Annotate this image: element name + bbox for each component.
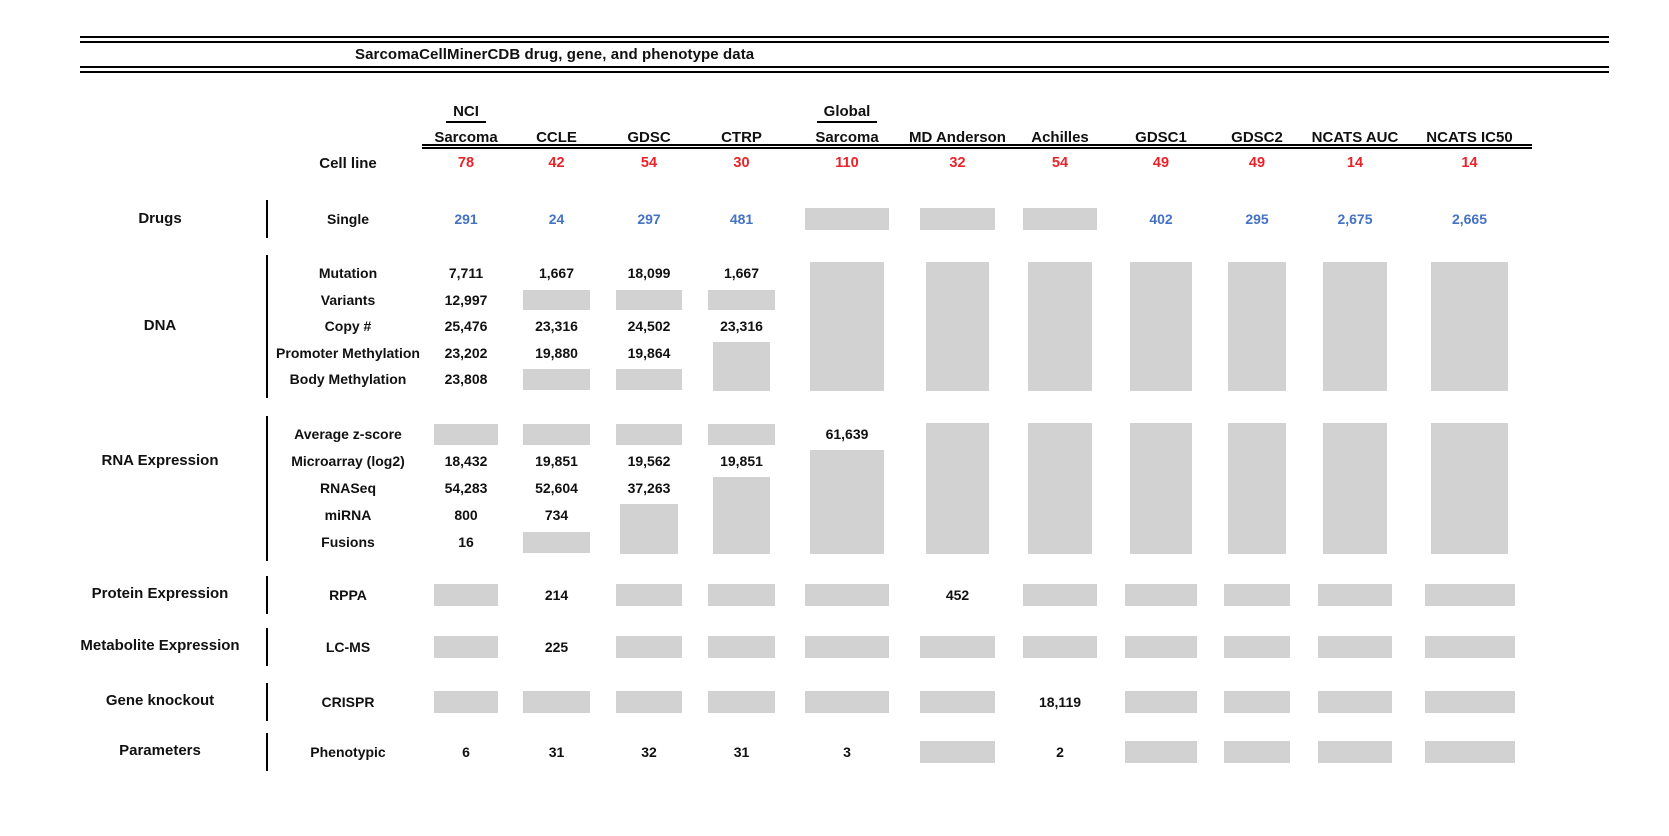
category-divider [266,200,268,238]
data-matrix [60,97,1609,766]
no-data-box [1425,691,1515,713]
category-divider [266,255,268,398]
no-data-box [523,424,590,445]
no-data-box [616,691,682,713]
value-cell: 225 [544,638,569,655]
no-data-box [1130,423,1192,554]
value-cell: 19,562 [627,453,671,469]
cell-line-count: 78 [457,155,475,171]
no-data-box [1323,262,1387,391]
no-data-box [1023,636,1096,658]
column-header-top-label: NCI [446,103,486,123]
value-cell: 18,099 [627,265,671,282]
row-label: Phenotypic [310,743,386,760]
category-divider [266,576,268,614]
value-cell: 1,667 [723,265,760,282]
cell-line-count: 49 [1248,155,1266,171]
value-cell: 19,864 [627,344,671,361]
no-data-box [1224,741,1290,763]
no-data-box [805,584,890,606]
no-data-box [616,584,682,606]
figure-title: SarcomaCellMinerCDB drug, gene, and phenotype data [355,46,755,63]
category-divider [266,733,268,771]
row-label: Variants [320,291,376,308]
value-cell: 12,997 [444,291,488,308]
no-data-box [713,342,771,391]
no-data-box [1228,423,1285,554]
category-label-metabolite: Metabolite Expression [80,637,240,655]
row-label: Promoter Methylation [276,344,420,361]
no-data-box [805,636,890,658]
figure [60,36,1609,766]
value-cell: 24 [548,211,565,227]
no-data-box [1318,691,1393,713]
no-data-box [1318,584,1393,606]
no-data-box [523,290,590,311]
value-cell: 37,263 [627,480,671,496]
value-cell: 452 [945,586,970,603]
value-cell: 19,880 [535,344,578,361]
no-data-box [1125,741,1197,763]
no-data-box [810,450,883,554]
category-label-dna: DNA [143,317,177,334]
title-bottom-rule [80,66,1609,73]
value-cell: 214 [544,586,569,603]
column-header: MD Anderson [909,129,1006,146]
title-line [60,43,1609,66]
no-data-box [1028,423,1091,554]
row-label: RNASeq [319,480,376,496]
value-cell: 19,851 [720,453,763,469]
no-data-box [523,532,590,553]
cell-line-label: Cell line [319,154,377,172]
column-header: Sarcoma [434,129,498,146]
row-label: Body Methylation [289,371,407,388]
no-data-box [434,424,497,445]
no-data-box [810,262,883,391]
row-label: CRISPR [321,693,375,710]
no-data-box [920,636,994,658]
no-data-box [434,584,497,606]
header-double-rule [422,144,1532,149]
no-data-box [1228,262,1285,391]
no-data-box [805,208,890,230]
no-data-box [1318,636,1393,658]
no-data-box [434,636,497,658]
column-header: GDSC1 [1135,129,1187,146]
no-data-box [434,691,497,713]
value-cell: 1,667 [538,265,575,282]
no-data-box [920,208,994,230]
column-header: GDSC [627,129,671,146]
no-data-box [1224,636,1290,658]
no-data-box [1028,262,1091,391]
value-cell: 54,283 [444,480,488,496]
no-data-box [1224,691,1290,713]
cell-line-count: 30 [733,155,750,171]
cell-line-count: 110 [835,155,859,171]
value-cell: 2 [1056,743,1064,760]
no-data-box [620,504,677,554]
value-cell: 61,639 [825,426,869,442]
cell-line-count: 42 [548,155,565,171]
value-cell: 23,316 [720,318,763,335]
category-label-protein: Protein Expression [91,585,229,603]
no-data-box [1130,262,1192,391]
column-header-top [788,103,906,123]
column-header-top-label: Global [817,103,878,123]
no-data-box [708,691,775,713]
no-data-box [1224,584,1290,606]
value-cell: 800 [454,507,478,523]
no-data-box [805,691,890,713]
value-cell: 2,665 [1451,211,1488,227]
value-cell: 18,432 [444,453,488,469]
no-data-box [708,584,775,606]
column-header: NCATS IC50 [1426,129,1513,146]
no-data-box [920,741,994,763]
no-data-box [1023,584,1096,606]
row-label: RPPA [329,586,367,603]
category-label-parameters: Parameters [119,742,201,760]
category-label-rna: RNA Expression [101,451,219,469]
value-cell: 19,851 [535,453,578,469]
value-cell: 402 [1149,211,1173,227]
no-data-box [616,290,682,311]
cell-line-count: 32 [949,155,966,171]
no-data-box [616,369,682,390]
value-cell: 23,202 [444,344,488,361]
no-data-box [616,636,682,658]
column-header: GDSC2 [1231,129,1283,146]
no-data-box [926,262,990,391]
category-divider [266,683,268,721]
row-label: Mutation [318,265,378,282]
row-label: Microarray (log2) [291,453,405,469]
cell-line-count: 49 [1152,155,1170,171]
category-label-drugs: Drugs [138,209,182,227]
row-label: miRNA [324,507,372,523]
row-label: LC-MS [325,638,371,655]
value-cell: 7,711 [448,265,484,282]
no-data-box [1431,423,1509,554]
no-data-box [1425,741,1515,763]
row-label: Average z-score [294,426,402,442]
column-header-top [422,103,510,123]
no-data-box [616,424,682,445]
row-label: Copy # [324,318,372,335]
no-data-box [926,423,990,554]
value-cell: 6 [462,743,470,760]
column-header: Achilles [1031,129,1089,146]
no-data-box [1023,208,1096,230]
value-cell: 2,675 [1337,211,1373,227]
value-cell: 295 [1245,211,1269,227]
category-divider [266,628,268,666]
value-cell: 297 [637,211,661,227]
cell-line-count: 14 [1346,155,1364,171]
no-data-box [1323,423,1387,554]
value-cell: 734 [544,507,569,523]
no-data-box [523,691,590,713]
value-cell: 31 [733,743,750,760]
value-cell: 3 [843,743,851,760]
no-data-box [713,477,771,554]
column-header: CTRP [721,129,762,146]
no-data-box [1425,636,1515,658]
no-data-box [708,290,775,311]
value-cell: 23,808 [444,371,488,388]
no-data-box [1425,584,1515,606]
value-cell: 31 [548,743,565,760]
value-cell: 291 [454,211,478,227]
category-divider [266,416,268,561]
value-cell: 16 [458,534,474,550]
value-cell: 32 [641,743,657,760]
value-cell: 24,502 [627,318,671,335]
no-data-box [708,424,775,445]
cell-line-count: 14 [1461,155,1478,171]
value-cell: 23,316 [535,318,578,335]
top-double-rule [80,36,1609,43]
no-data-box [1125,584,1197,606]
value-cell: 18,119 [1038,693,1082,710]
cell-line-count: 54 [1051,155,1069,171]
row-label: Fusions [321,534,375,550]
value-cell: 52,604 [535,480,578,496]
no-data-box [1125,691,1197,713]
no-data-box [920,691,994,713]
value-cell: 481 [729,211,754,227]
value-cell: 25,476 [444,318,488,335]
column-header: NCATS AUC [1311,129,1399,146]
no-data-box [1125,636,1197,658]
no-data-box [708,636,775,658]
category-label-knockout: Gene knockout [105,692,215,710]
column-header: CCLE [536,129,577,146]
no-data-box [523,369,590,390]
no-data-box [1318,741,1393,763]
no-data-box [1431,262,1509,391]
column-header: Sarcoma [815,129,879,146]
row-label: Single [326,211,369,227]
cell-line-count: 54 [640,155,658,171]
